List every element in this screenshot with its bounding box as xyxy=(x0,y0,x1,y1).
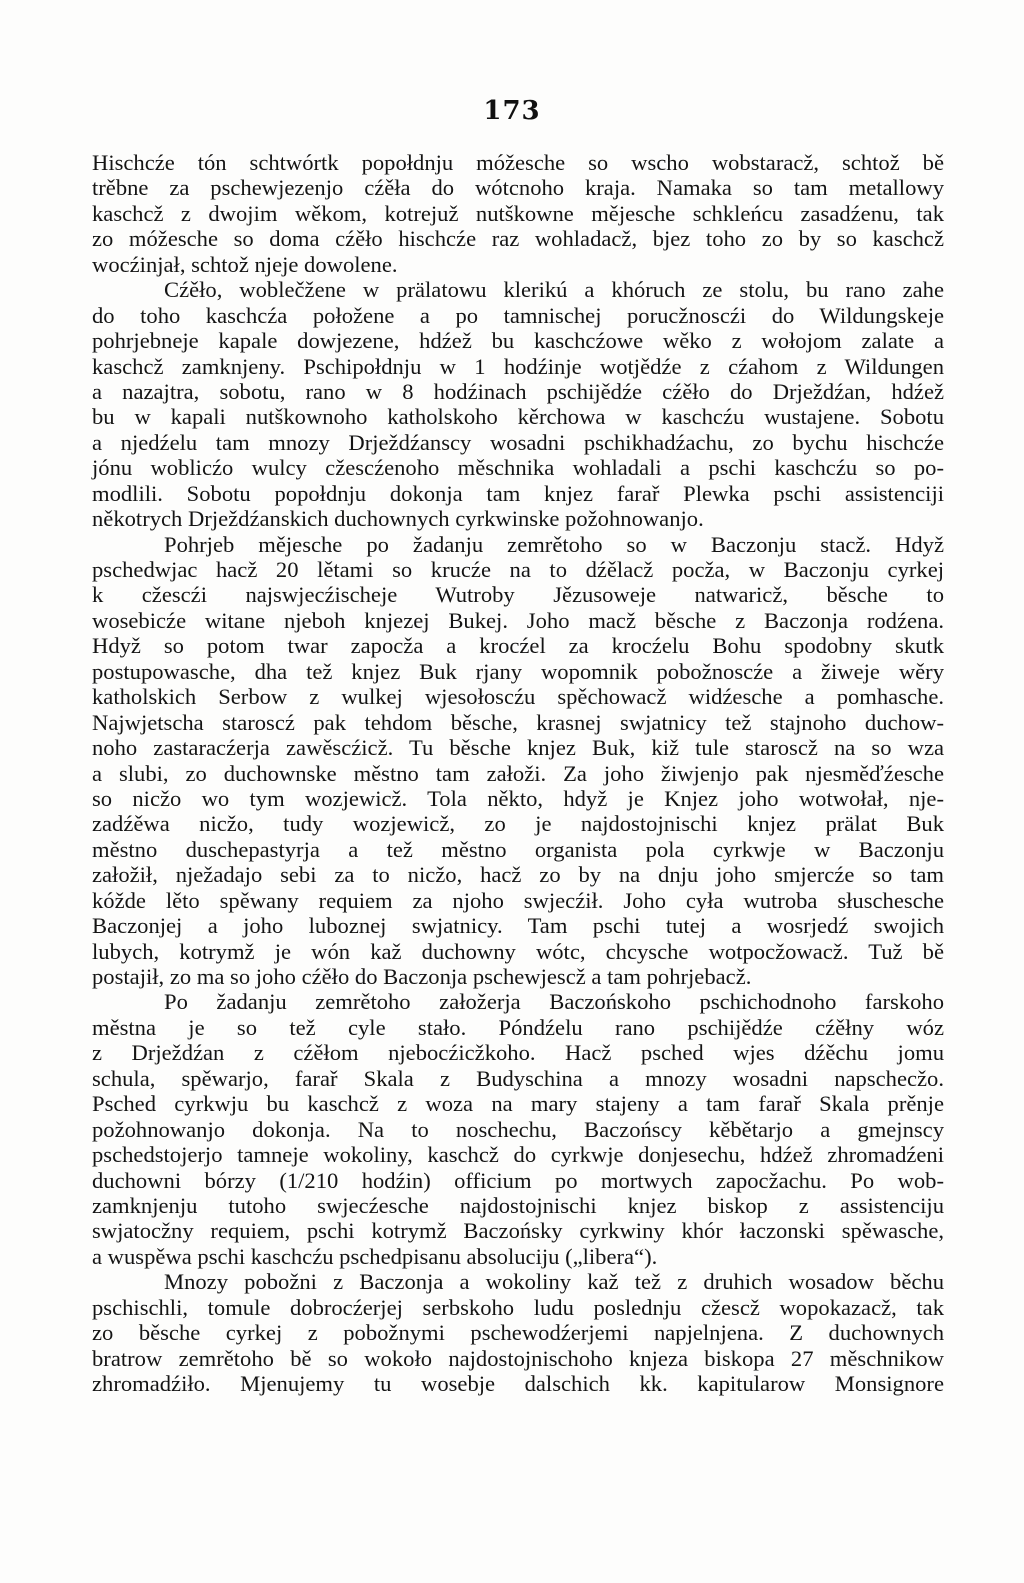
text-line: zamknjenju tutoho swjecźesche najdostojnischi knjez biskop z assistenciju xyxy=(92,1192,944,1218)
text-line: wosebicźe witane njeboh knjezej Bukej. Joho macž běsche z Baczonja rodźena. xyxy=(92,607,944,633)
text-line: Cźěło, woblečžene w prälatowu klerikú a khóruch ze stolu, bu rano zahe xyxy=(164,277,944,303)
text-line: modlili. Sobotu popołdnju dokonja tam knjez farař Plewka pschi assistenciji xyxy=(92,480,944,506)
text-line: Hischcźe tón schtwórtk popołdnju móžesche so wscho wobstaracž, schtož bě xyxy=(92,150,944,175)
text-line: Po žadanju zemrětoho załožerja Baczońskoho pschichodnoho farskoho xyxy=(164,989,944,1015)
text-line: Psched cyrkwju bu kaschcž z woza na mary stajeny a tam farař Skala prěnje xyxy=(92,1091,944,1117)
text-line: swjatocžny requiem, pschi kotrymž Baczońsky cyrkwiny khór łaczonski spěwasche, xyxy=(92,1218,944,1244)
text-line: trěbne za pschewjezenjo cźěła do wótcnoho kraja. Namaka so tam metallowy xyxy=(92,175,944,201)
text-line: bu w kapali nutškownoho katholskoho kěrchowa w kaschcźu wustajene. Sobotu xyxy=(92,404,944,430)
text-line: a slubi, zo duchownske městno tam załoži. Za joho žiwjenjo pak njesměďźesche xyxy=(92,760,944,786)
text-line: Pohrjeb mějesche po žadanju zemrětoho so w Baczonju stacž. Hdyž xyxy=(164,531,944,557)
text-line: městno duschepastyrja a tež městno organista pola cyrkwje w Baczonju xyxy=(92,836,944,862)
text-line: někotrych Drježdźanskich duchownych cyrkwinske požohnowanjo. xyxy=(92,506,704,532)
text-line: so nicžo wo tym wozjewicž. Tola někto, hdyž je Knjez joho wotwołał, nje- xyxy=(92,785,944,811)
text-line: noho zastaracźerja zawěscźicž. Tu běsche knjez Buk, kiž tule staroscž na so wza xyxy=(92,735,944,761)
text-line: postajił, zo ma so joho cźěło do Baczonja pschewjescž a tam pohrjebacž. xyxy=(92,964,752,989)
text-line: pohrjebneje kapale dowjezene, hdźež bu kaschcźowe wěko z wołojom zalate a xyxy=(92,328,944,354)
text-line: městna je so tež cyle stało. Póndźelu rano pschijědźe cźěłny wóz xyxy=(92,1014,944,1040)
text-line: zadźěwa nicžo, tudy wozjewicž, zo je najdostojnischi knjez prälat Buk xyxy=(92,811,944,837)
text-line: zo běsche cyrkej z pobožnymi pschewodźerjemi napjelnjena. Z duchownych xyxy=(92,1320,944,1346)
text-line: k cžescźi najswjecźischeje Wutroby Jězusoweje natwaricž, běsche to xyxy=(92,582,944,608)
text-line: Mnozy pobožni z Baczonja a wokoliny kaž tež z druhich wosadow běchu xyxy=(164,1269,944,1295)
text-line: kóžde lěto spěwany requiem za njoho swjecźił. Joho cyła wutroba słuschesche xyxy=(92,887,944,913)
text-line: bratrow zemrětoho bě so wokoło najdostojnischoho knjeza biskopa 27 měschnikow xyxy=(92,1345,944,1371)
body-text xyxy=(92,150,944,1396)
text-line: do toho kaschcźa połožene a po tamnischej porucžnoscźi do Wildungskeje xyxy=(92,302,944,328)
text-line: z Drježdźan z cźěłom njebocźicžkoho. Hacž psched wjes dźěchu jomu xyxy=(92,1040,944,1066)
text-line: zo móžesche so doma cźěło hischcźe raz wohladacž, bjez toho zo by so kaschcž xyxy=(92,226,944,252)
text-line: pschedstojerjo tamneje wokoliny, kaschcž do cyrkwje donjesechu, hdźež zhromadźeni xyxy=(92,1142,944,1168)
text-line: lubych, kotrymž je wón kaž duchowny wótc, chcysche wotpocžowacž. Tuž bě xyxy=(92,938,944,964)
text-line: kaschcž z dwojim wěkom, kotrejuž nutškowne mějesche schkleńcu zasadźenu, tak xyxy=(92,200,944,226)
text-line: a wuspěwa pschi kaschcźu pschedpisanu absoluciju („libera“). xyxy=(92,1243,658,1269)
text-line: katholskich Serbow z wulkej wjesołoscźu spěchowacž widźesche a pomhasche. xyxy=(92,684,944,710)
text-line: a nazajtra, sobotu, rano w 8 hodźinach pschijědźe cźěło do Drježdźan, hdźež xyxy=(92,378,944,404)
text-line: pschischli, tomule dobrocźerjej serbskoho ludu poslednju cžescž wopokazacž, tak xyxy=(92,1294,944,1320)
text-line: zhromadźiło. Mjenujemy tu wosebje dalschich kk. kapitularow Monsignore xyxy=(92,1371,944,1396)
text-line: wocźinjał, schtož njeje dowolene. xyxy=(92,251,398,277)
text-line: kaschcž zamknjeny. Pschipołdnju w 1 hodźinje wotjědźe z cźahom z Wildungen xyxy=(92,353,944,379)
text-line: požohnowanjo dokonja. Na to noschechu, Baczońscy kěbětarjo a gmejnscy xyxy=(92,1116,944,1142)
text-line: Baczonjej a joho luboznej swjatnicy. Tam pschi tutej a wosrjedź swojich xyxy=(92,913,944,939)
text-line: postupowasche, dha tež knjez Buk rjany wopomnik pobožnoscźe a žiweje wěry xyxy=(92,658,944,684)
text-line: duchowni bórzy (1/210 hodźin) officium po mortwych zapocžachu. Po wob- xyxy=(92,1167,944,1193)
text-line: Najwjetscha staroscź pak tehdom běsche, krasnej swjatnicy tež stajnoho duchow- xyxy=(92,709,944,735)
text-line: schula, spěwarjo, farař Skala z Budyschina a mnozy wosadni napschecžo. xyxy=(92,1065,944,1091)
text-line: Hdyž so potom twar zapocža a krocźel za krocźelu Bohu spodobny skutk xyxy=(92,633,944,659)
page-number: 173 xyxy=(483,96,541,126)
text-line: pschedwjac hacž 20 lětami so krucźe na to dźělacž pocža, w Baczonju cyrkej xyxy=(92,557,944,582)
text-line: a njedźelu tam mnozy Drježdźanscy wosadni pschikhadźachu, zo bychu hischcźe xyxy=(92,429,944,455)
text-line: jónu woblicźo wulcy cžescźenoho měschnika wohladali a pschi kaschcźu so po- xyxy=(92,455,944,481)
text-line: załožił, nježadajo sebi za to nicžo, hacž zo by na dnju joho smjercźe so tam xyxy=(92,862,944,888)
